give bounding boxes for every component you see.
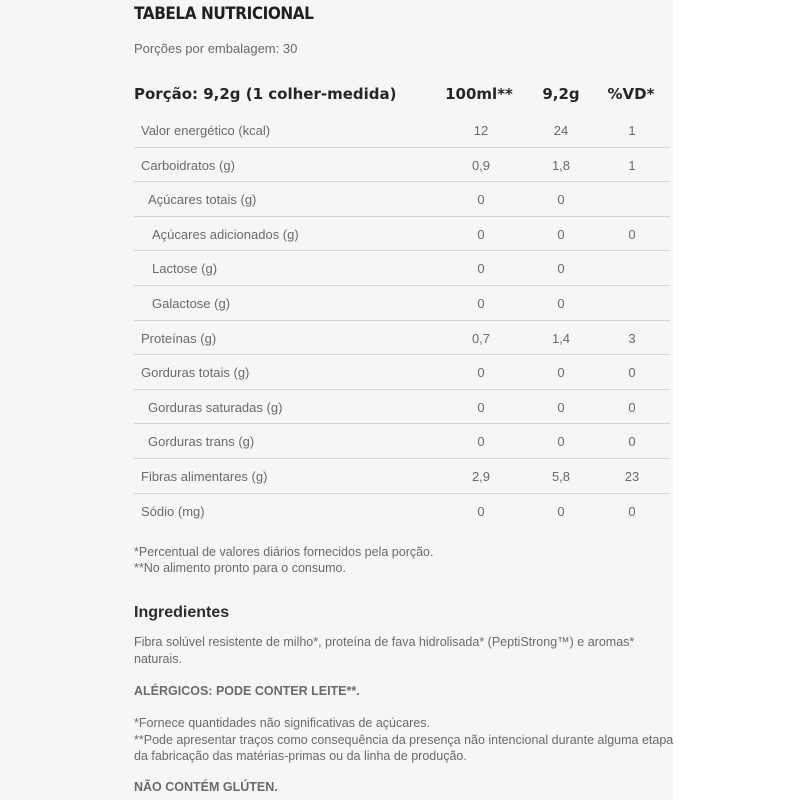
table-row [134,217,670,252]
table-row [134,355,670,390]
ingredients-text: Fibra solúvel resistente de milho*, proteína de fava hidrolisada* (PeptiStrong™) e aromas* naturais. [134,635,635,666]
nutrition-table [134,113,670,528]
value-100ml: 2,9 [471,468,491,484]
table-row [134,321,670,356]
value-100ml: 0 [477,192,485,208]
table-header [134,85,670,105]
row-label: Açúcares adicionados (g) [152,226,299,242]
gluten-statement: NÃO CONTÉM GLÚTEN. [134,780,278,794]
value-portion: 0 [557,261,565,277]
value-100ml: 0,7 [471,330,491,346]
value-vd: 3 [628,330,636,346]
row-label: Lactose (g) [152,261,218,277]
ingredients-notes [134,715,674,765]
allergens-warning: ALÉRGICOS: PODE CONTER LEITE**. [134,684,360,698]
row-label: Gorduras trans (g) [148,434,255,450]
value-100ml: 0 [477,399,485,415]
value-portion: 0 [557,192,565,208]
table-row [134,286,670,321]
value-100ml: 0 [477,503,485,519]
value-vd: 1 [628,123,636,138]
table-row [134,494,670,529]
row-label: Galactose (g) [152,295,231,311]
value-100ml: 0 [477,434,485,450]
value-100ml: 0,9 [471,157,491,173]
value-100ml: 0 [477,261,485,277]
value-portion: 0 [557,295,565,311]
row-label: Gorduras saturadas (g) [148,399,283,415]
value-vd: 1 [628,157,636,173]
value-portion: 0 [557,399,565,415]
column-header-vd: %VD* [607,85,655,103]
note: **Pode apresentar traços como consequência da presença não intencional durante alguma etapa da fabricação das matérias-primas ou da linha de produção. [134,732,674,763]
row-label: Valor energético (kcal) [141,123,271,138]
row-label: Sódio (mg) [141,503,205,519]
table-row [134,113,670,148]
column-header-portion: 9,2g [542,85,580,103]
value-vd: 0 [628,226,636,242]
portion-label: Porção: 9,2g (1 colher-medida) [134,85,397,103]
value-portion: 24 [553,123,569,138]
servings-per-package: Porções por embalagem: 30 [134,41,298,56]
note: *Fornece quantidades não significativas de açúcares. [134,716,431,730]
footnote: **No alimento pronto para o consumo. [134,561,346,575]
row-label: Açúcares totais (g) [148,192,257,208]
value-vd: 0 [628,503,636,519]
table-row [134,424,670,459]
table-row [134,148,670,183]
table-row [134,182,670,217]
value-100ml: 0 [477,226,485,242]
table-row [134,390,670,425]
value-100ml: 12 [473,123,489,138]
ingredients-heading: Ingredientes [134,604,230,621]
row-label: Gorduras totais (g) [141,365,250,381]
footnote: *Percentual de valores diários fornecidos pela porção. [134,545,434,559]
value-vd: 23 [624,468,640,484]
page-title: TABELA NUTRICIONAL [134,4,314,24]
value-portion: 0 [557,434,565,450]
value-100ml: 0 [477,365,485,381]
value-portion: 1,4 [551,330,571,346]
value-vd: 0 [628,399,636,415]
table-footnotes [134,544,433,576]
value-portion: 0 [557,365,565,381]
value-portion: 5,8 [551,468,571,484]
table-row [134,251,670,286]
value-100ml: 0 [477,295,485,311]
row-label: Proteínas (g) [141,330,217,346]
column-header-100ml: 100ml** [445,85,513,103]
value-portion: 0 [557,226,565,242]
value-portion: 1,8 [551,157,571,173]
value-vd: 0 [628,434,636,450]
value-vd: 0 [628,365,636,381]
row-label: Fibras alimentares (g) [141,468,268,484]
table-row [134,459,670,494]
value-portion: 0 [557,503,565,519]
row-label: Carboidratos (g) [141,157,235,173]
